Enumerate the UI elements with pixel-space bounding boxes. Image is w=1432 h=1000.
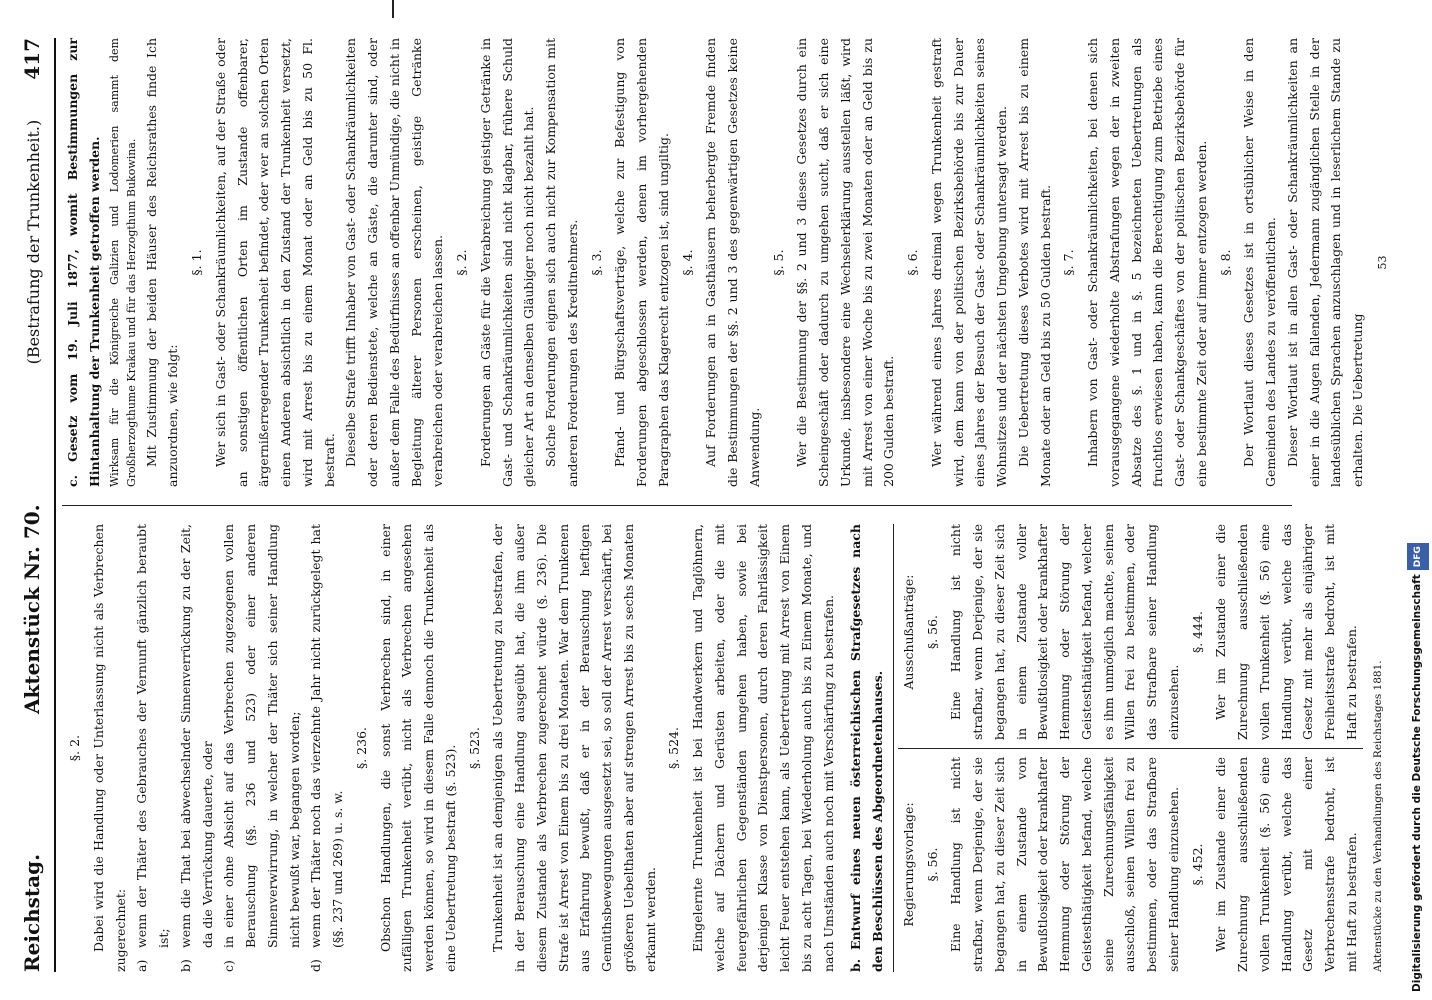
paragraph: Eine Handlung ist nicht strafbar, wenn Derjenige, der sie begangen hat, zu dieser Zeit sich in einem Zustande von Bewußtlosigkeit oder krankhafter Hemmung oder Störung der Geistesthätigkeit befand, welche seine Zurechnungsfähigkeit ausschloß, seinen Willen frei zu bestimmen, oder das Strafbare seiner Handlung einzusehen. [948,757,1181,972]
paragraph: Solche Forderungen eignen sich auch nicht zur Kompensation mit anderen Forderungen des Kreditnehmers. [543,38,580,487]
stamp-text-container [1406,8,1428,992]
paragraph: Wer die Bestimmung der §§. 2 und 3 dieses Gesetzes durch ein Scheingeschäft oder dadurch zu umgehen sucht, daß er sich eine Urkunde, insbesondere eine Wechselerklärung ausstellen läßt, wird mit Arrest von einer Woche bis zu zwei Monaten oder an Geld bis zu 200 Gulden bestraft. [794,38,897,487]
section-title: §. 7. [1061,249,1077,276]
list-item [218,524,305,972]
paragraph: Inhabern von Gast- oder Schankräumlichkeiten, bei denen sich vorausgegangene wiederholte Abstrafungen wegen der in zweiten Absatze des §. 1 und in §. 5 bezeichneten Uebertretungen als fruchtlos erwiesen haben, kann die Berechtigung zum Betriebe eines Gast- oder Schankgeschäftes von der politischen Bezirksbehörde für eine bestimmte Zeit oder auf immer entzogen werden. [1085,38,1209,487]
section-title: §. 56. [924,847,940,882]
section-title: §. 56. [924,614,940,650]
section-title: §. 3. [588,249,604,276]
header-right: (Bestrafung der Trunkenheit.) [24,119,43,365]
left-column [62,505,1384,972]
text-columns [62,38,1389,972]
section-title: §. 2. [454,249,470,276]
subsection-heading: c. Gesetz vom 19. Juli 1877, womit Bestimmungen zur Hintanhaltung der Trunkenheit getroffen werden. [65,38,102,487]
section-title: §. 452. [1189,843,1205,886]
paragraph: Wer sich in Gast- oder Schankräumlichkeiten, auf der Straße oder an sonstigen öffentlichen Orten im Zustande offenbarer, ärgernißerregender Trunkenheit befindet, oder wer an solchen Orten einen Anderen absichtlich in den Zustand der Trunkenheit versetzt, wird mit Arrest bis zu einem Monat oder an Geld bis zu 50 Fl. bestraft. [212,38,337,487]
paragraph: Wer während eines Jahres dreimal wegen Trunkenheit gestraft wird, dem kann von der politischen Bezirksbehörde bis zur Dauer eines Jahres der Besuch der Gast- oder Schankräumlichkeiten seines Wohnsitzes und der nächsten Umgebung untersagt werden. [928,38,1010,487]
paragraph: Pfand- und Bürgschaftsverträge, welche zur Befestigung von Forderungen abgeschlossen werden, denen im vorhergehenden Paragraphen das Klagerecht entzogen ist, sind ungiltig. [612,38,671,487]
paragraph: Die Uebertretung dieses Verbotes wird mit Arrest bis zu einem Monate oder an Geld bis zu 50 Gulden bestraft. [1015,38,1053,487]
dfg-logo: DFG [1407,543,1429,570]
section-title: §. 444. [1189,610,1205,654]
page-header [20,38,56,972]
paragraph: Forderungen an Gäste für die Verabreichung geistiger Getränke in Gast- und Schankräumlichkeiten sind nicht klagbar, frühere Schuld gleicher Art an denselben Gläubiger noch nicht bezahlt hat. [477,38,537,487]
government-draft-column [898,748,1363,972]
paragraph: Mit Zustimmung der beiden Häuser des Reichsrathes finde Ich anzuordnen, wie folgt: [143,38,181,487]
scope-note: Wirksam für die Königreiche Galizien und Lodomerien sammt dem Großherzogthume Krakau und für das Herzogthum Bukowina. [107,38,139,487]
page-number: 417 [20,38,44,80]
list-key: d) [308,959,324,972]
list-key: b) [177,959,193,972]
paragraph: Der Wortlaut dieses Gesetzes ist in ortsüblicher Weise in den Gemeinden des Landes zu veröffentlichen. [1241,38,1279,487]
paragraph: Wer im Zustande einer die Zurechnung ausschließenden vollen Trunkenheit (§. 56) eine Handlung verübt, welche das Gesetz mit mehr als einjähriger Freiheitsstrafe bedroht, ist mit Haft zu bestrafen. [1213,524,1359,740]
signature-mark: 53 [1375,255,1389,270]
paragraph: Eine Handlung ist nicht strafbar, wenn Derjenige, der sie begangen hat, zu dieser Zeit sich in einem Zustande voller Bewußtlosigkeit oder krankhafter Hemmung oder Störung der Geistesthätigkeit befand, welcher es ihm unmöglich machte, seinen Willen frei zu bestimmen, oder das Strafbare seiner Handlung einzusehen. [948,524,1181,740]
column-heading: Ausschußanträge: [900,574,916,690]
column-heading: Regierungsvorlage: [900,802,916,927]
paragraph: Auf Forderungen an in Gasthäusern beherbergte Fremde finden die Bestimmungen der §§. 2 und 3 des gegenwärtigen Gesetzes keine Anwendung. [703,38,762,487]
header-center: Aktenstück Nr. 70. [20,504,44,714]
list-item [175,524,219,972]
section-title: §. 236. [353,726,369,770]
section-title: §. 2. [67,734,82,762]
paragraph: Dabei wird die Handlung oder Unterlassung nicht als Verbrechen zugerechnet: [90,524,128,972]
stamp-text: Digitalisierung gefördert durch die Deutsche Forschungsgemeinschaft [1411,574,1423,992]
list-key: c) [221,960,237,972]
digitization-stamp [1406,8,1428,992]
paragraph: Wer im Zustande einer die Zurechnung ausschließenden vollen Trunkenheit (§. 56) eine Handlung verübt, welche das Gesetz mit einer Verbrechensstrafe bedroht, ist mit Haft zu bestrafen. [1213,757,1359,972]
section-title: §. 8. [1217,249,1233,276]
section-title: §. 6. [905,249,921,276]
list-text: wenn der Thäter noch das vierzehnte Jahr nicht zurückgelegt hat (§§. 237 und 269) u. s. w. [308,524,345,948]
footnote: Aktenstücke zu den Verhandlungen des Reichstages 1881. [1371,660,1384,972]
header-left: Reichstag. [20,853,44,972]
section-title: §. 5. [770,249,786,276]
paragraph: Trunkenheit ist an demjenigen als Uebertretung zu bestrafen, der in der Berauschung eine Handlung ausgeübt hat, die ihm außer diesem Zustande als Verbrechen zugerechnet würde (§. 236). Die Strafe ist Arrest von Einem bis zu drei Monaten. War dem Trunkenen aus Erfahrung bewußt, daß er in der Berauschung heftigen Gemüthsbewegungen ausgesetzt sei, so soll der Arrest verschärft, bei größeren Uebelthaten aber auf strengen Arrest bis zu sechs Monaten erkannt werden. [490,524,658,972]
paragraph: Obschon Handlungen, die sonst Verbrechen sind, in einer zufälligen Trunkenheit verübt, nicht als Verbrechen angesehen werden können, so wird in diesem Falle dennoch die Trunkenheit als eine Uebertretung bestraft (§. 523). [377,524,458,972]
list-item [305,524,349,972]
comparison-columns [893,524,1363,972]
list-item [131,524,175,972]
list-text: in einer ohne Absicht auf das Verbrechen zugezogenen vollen Berauschung (§§. 236 und 523) oder einer anderen Sinnenverwirrung, in welcher der Thäter sich seiner Handlung nicht bewußt war, begangen worden; [221,524,302,948]
paragraph: Dieselbe Strafe trifft Inhaber von Gast- oder Schankräumlichkeiten oder deren Bedienstete, welche an Gäste, die darunter sind, oder außer dem Falle des Bedürfnisses an offenbar Unmündige, die nicht in Begleitung älterer Personen erscheinen, geistige Getränke verabreichen oder verabreichen lassen. [343,38,446,487]
list-text: wenn die That bei abwechselnder Sinnenverrückung zu der Zeit, da die Verrückung dauerte, oder [177,524,215,948]
section-title: §. 523. [466,726,482,770]
subsection-heading: b. Entwurf eines neuen österreichischen Strafgesetzes nach den Beschlüssen des Abgeordnetenhauses. [848,524,885,972]
paragraph: Dieser Wortlaut ist in allen Gast- oder Schankräumlichkeiten an einer in die Augen fallenden, Jedermann zugänglichen Stelle in der landesüblichen Sprachen anzuschlagen und in leserlichem Stande zu erhalten. Die Uebertretung [1284,38,1366,487]
section-title: §. 4. [679,249,695,276]
section-title: §. 524. [666,726,682,770]
right-column [62,38,1389,505]
list-key: a) [134,959,150,972]
section-title: §. 1. [189,249,205,276]
paragraph: Eingelernte Trunkenheit ist bei Handwerkern und Taglöhnern, welche auf Dächern und Gerüsten arbeiten, oder die mit feuergefährlichen Gegenständen umgehen haben, sowie bei derjenigen Klasse von Dienstpersonen, durch deren Fahrlässigkeit leicht Feuer entstehen kann, als Uebertretung mit Arrest von Einem bis zu acht Tagen, bei Wiederholung auch bis zu Einem Monate, und nach Umständen auch noch mit Verschärfung zu bestrafen. [690,524,836,972]
committee-proposal-column [898,524,1363,748]
list-text: wenn der Thäter des Gebrauches der Vernunft gänzlich beraubt ist; [134,524,171,948]
